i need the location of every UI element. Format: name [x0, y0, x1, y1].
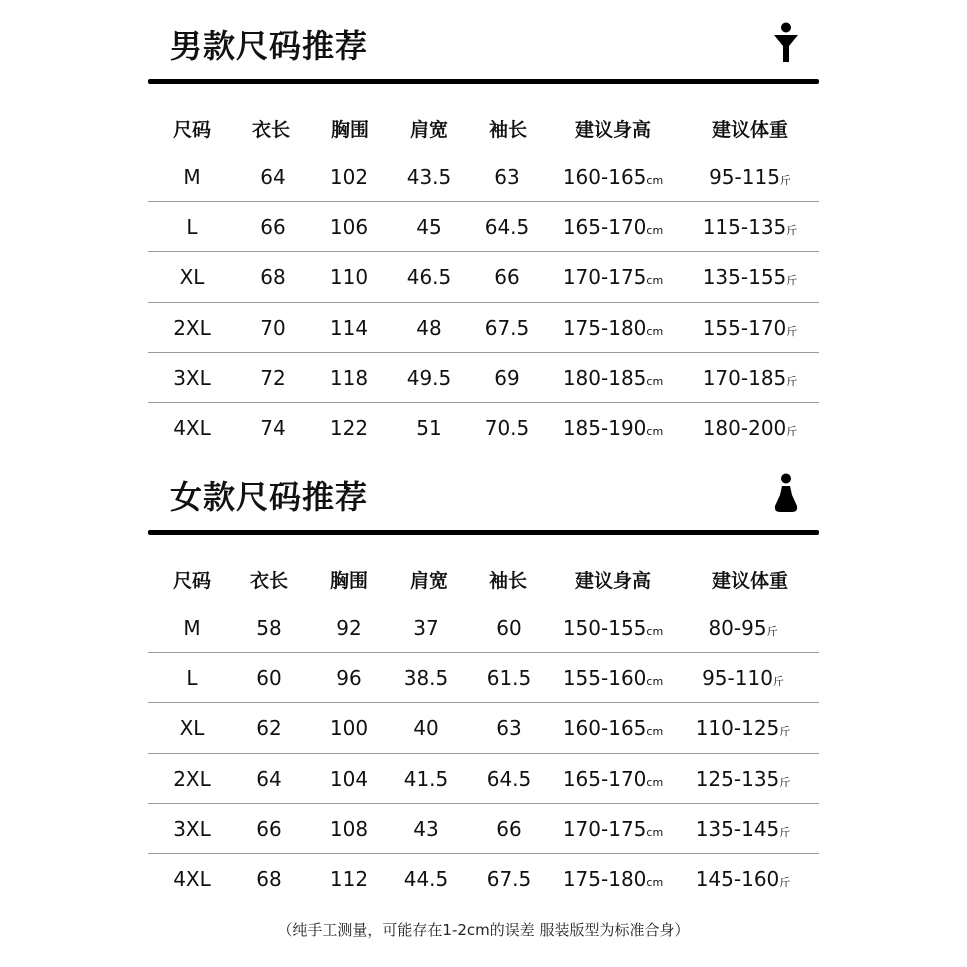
col-size-header: 尺码: [172, 119, 212, 141]
chest-cell: 102: [329, 165, 369, 189]
chest-cell: 92: [336, 616, 362, 640]
length-cell: 66: [256, 816, 282, 841]
size-cell: 4XL: [173, 867, 211, 891]
sleeve-cell: 63: [496, 716, 522, 741]
length-cell: 64: [260, 165, 286, 189]
size-cell: L: [186, 215, 198, 240]
shoulder-cell: 51: [416, 416, 442, 440]
chest-cell: 118: [329, 365, 369, 390]
measurement-footnote: （纯手工测量，可能存在1-2cm的误差 服装版型为标准合身）: [277, 921, 690, 939]
unit-jin: 斤: [779, 174, 791, 187]
unit-cm: cm: [646, 675, 664, 689]
size-cell: XL: [179, 265, 205, 290]
weight-cell: 125-135斤: [695, 766, 791, 791]
unit-jin: 斤: [772, 675, 784, 689]
size-cell: M: [183, 165, 201, 189]
women-title-rule: [148, 530, 819, 535]
size-cell: L: [186, 666, 198, 691]
shoulder-cell: 43: [413, 816, 439, 841]
unit-jin: 斤: [786, 324, 798, 338]
sleeve-cell: 64.5: [484, 215, 530, 240]
col-length-header: 衣长: [251, 119, 291, 141]
unit-cm: cm: [646, 224, 664, 238]
length-cell: 74: [260, 416, 286, 440]
unit-cm: cm: [646, 825, 664, 839]
weight-cell: 80-95斤: [708, 616, 778, 640]
size-cell: 3XL: [173, 816, 211, 841]
height-cell: 175-180cm: [562, 867, 664, 891]
col-shoulder-header: 肩宽: [409, 570, 449, 592]
table-row: [148, 352, 819, 403]
table-row: [148, 602, 819, 653]
unit-cm: cm: [646, 174, 664, 187]
shoulder-cell: 49.5: [406, 365, 452, 390]
women-section-title: 女款尺码推荐: [170, 478, 369, 516]
height-cell: 165-170cm: [562, 766, 664, 791]
weight-cell: 155-170斤: [702, 315, 798, 340]
men-table-header: [148, 115, 819, 145]
col-size-header: 尺码: [172, 570, 212, 592]
height-cell: 165-170cm: [562, 215, 664, 240]
col-length-header: 衣长: [249, 570, 289, 592]
height-cell: 170-175cm: [562, 816, 664, 841]
unit-jin: 斤: [779, 825, 791, 839]
table-row: [148, 251, 819, 302]
shoulder-cell: 38.5: [403, 666, 449, 691]
table-row: [148, 853, 819, 903]
chest-cell: 100: [329, 716, 369, 741]
col-sleeve-header: 袖长: [488, 570, 528, 592]
shoulder-cell: 48: [416, 315, 442, 340]
female-figure-icon: [773, 473, 799, 515]
length-cell: 64: [256, 766, 282, 791]
chest-cell: 104: [329, 766, 369, 791]
length-cell: 68: [256, 867, 282, 891]
col-weight-header: 建议体重: [711, 570, 789, 592]
size-cell: 4XL: [173, 416, 211, 440]
shoulder-cell: 41.5: [403, 766, 449, 791]
unit-cm: cm: [646, 876, 664, 889]
unit-jin: 斤: [786, 224, 798, 238]
height-cell: 160-165cm: [562, 165, 664, 189]
height-cell: 150-155cm: [562, 616, 664, 640]
size-cell: M: [183, 616, 201, 640]
weight-cell: 110-125斤: [695, 716, 791, 741]
men-section-title: 男款尺码推荐: [170, 27, 369, 65]
shoulder-cell: 40: [413, 716, 439, 741]
height-cell: 155-160cm: [562, 666, 664, 691]
sleeve-cell: 70.5: [484, 416, 530, 440]
sleeve-cell: 61.5: [486, 666, 532, 691]
weight-cell: 180-200斤: [702, 416, 798, 440]
unit-cm: cm: [646, 425, 664, 438]
unit-jin: 斤: [779, 876, 791, 889]
shoulder-cell: 44.5: [403, 867, 449, 891]
height-cell: 185-190cm: [562, 416, 664, 440]
table-row: [148, 402, 819, 452]
weight-cell: 115-135斤: [702, 215, 798, 240]
chest-cell: 112: [329, 867, 369, 891]
unit-jin: 斤: [786, 425, 798, 438]
weight-cell: 135-155斤: [702, 265, 798, 290]
unit-jin: 斤: [766, 625, 778, 638]
col-sleeve-header: 袖长: [488, 119, 528, 141]
shoulder-cell: 37: [413, 616, 439, 640]
length-cell: 60: [256, 666, 282, 691]
shoulder-cell: 45: [416, 215, 442, 240]
sleeve-cell: 63: [494, 165, 520, 189]
weight-cell: 135-145斤: [695, 816, 791, 841]
col-height-header: 建议身高: [574, 570, 652, 592]
length-cell: 70: [260, 315, 286, 340]
length-cell: 66: [260, 215, 286, 240]
sleeve-cell: 60: [496, 616, 522, 640]
unit-cm: cm: [646, 775, 664, 789]
col-chest-header: 胸围: [330, 119, 370, 141]
unit-cm: cm: [646, 374, 664, 388]
size-cell: 3XL: [173, 365, 211, 390]
chest-cell: 108: [329, 816, 369, 841]
women-table-header: [148, 566, 819, 596]
unit-jin: 斤: [779, 775, 791, 789]
table-row: [148, 151, 819, 202]
length-cell: 62: [256, 716, 282, 741]
weight-cell: 95-110斤: [702, 666, 784, 691]
weight-cell: 145-160斤: [695, 867, 791, 891]
table-row: [148, 803, 819, 854]
size-cell: XL: [179, 716, 205, 741]
col-shoulder-header: 肩宽: [409, 119, 449, 141]
shoulder-cell: 43.5: [406, 165, 452, 189]
weight-cell: 95-115斤: [709, 165, 791, 189]
col-chest-header: 胸围: [329, 570, 369, 592]
length-cell: 68: [260, 265, 286, 290]
weight-cell: 170-185斤: [702, 365, 798, 390]
sleeve-cell: 67.5: [486, 867, 532, 891]
height-cell: 175-180cm: [562, 315, 664, 340]
unit-jin: 斤: [786, 374, 798, 388]
chest-cell: 106: [329, 215, 369, 240]
size-cell: 2XL: [173, 766, 211, 791]
male-figure-icon: [773, 22, 799, 64]
table-row: [148, 702, 819, 753]
chest-cell: 110: [329, 265, 369, 290]
height-cell: 160-165cm: [562, 716, 664, 741]
shoulder-cell: 46.5: [406, 265, 452, 290]
sleeve-cell: 66: [496, 816, 522, 841]
unit-cm: cm: [646, 274, 664, 288]
chest-cell: 96: [336, 666, 362, 691]
length-cell: 58: [256, 616, 282, 640]
unit-jin: 斤: [786, 274, 798, 288]
table-row: [148, 753, 819, 804]
table-row: [148, 652, 819, 703]
unit-jin: 斤: [779, 725, 791, 739]
table-row: [148, 201, 819, 252]
height-cell: 170-175cm: [562, 265, 664, 290]
men-title-rule: [148, 79, 819, 84]
sleeve-cell: 66: [494, 265, 520, 290]
unit-cm: cm: [646, 725, 664, 739]
unit-cm: cm: [646, 625, 664, 638]
chest-cell: 114: [329, 315, 369, 340]
length-cell: 72: [260, 365, 286, 390]
unit-cm: cm: [646, 324, 664, 338]
chest-cell: 122: [329, 416, 369, 440]
sleeve-cell: 69: [494, 365, 520, 390]
sleeve-cell: 64.5: [486, 766, 532, 791]
col-height-header: 建议身高: [574, 119, 652, 141]
table-row: [148, 302, 819, 353]
sleeve-cell: 67.5: [484, 315, 530, 340]
height-cell: 180-185cm: [562, 365, 664, 390]
size-cell: 2XL: [173, 315, 211, 340]
col-weight-header: 建议体重: [711, 119, 789, 141]
